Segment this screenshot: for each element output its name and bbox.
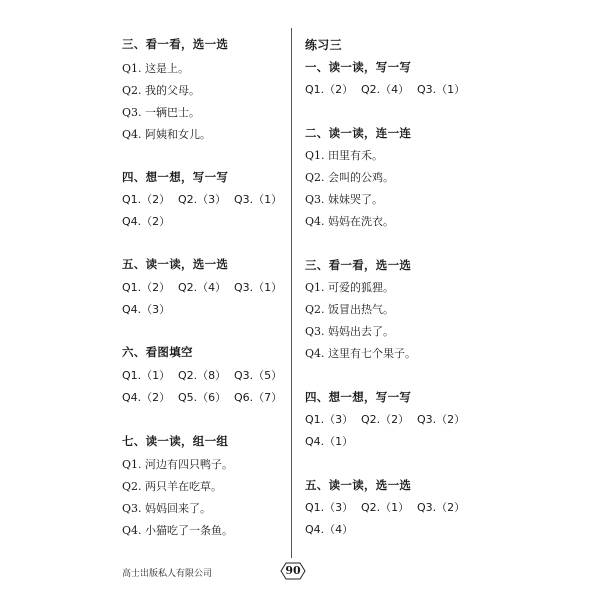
answer-cell: Q6.（7）: [234, 391, 283, 404]
answer-line: Q3. 妈妈回来了。: [122, 502, 212, 515]
answer-row: [305, 433, 353, 449]
answer-cell: Q2.（4）: [178, 281, 227, 294]
answer-line: Q3. 一辆巴士。: [122, 106, 201, 119]
answer-line: Q4. 阿姨和女儿。: [122, 128, 212, 141]
section-heading: 六、看图填空: [122, 345, 193, 359]
answer-line: Q1. 可爱的狐狸。: [305, 281, 395, 294]
section-heading: 二、读一读，连一连: [305, 126, 412, 140]
exercise-title: 练习三: [305, 38, 342, 52]
section-heading: 四、想一想，写一写: [122, 170, 229, 184]
answer-line: Q1. 这是上。: [122, 62, 190, 75]
answer-cell: Q2.（3）: [178, 193, 227, 206]
answer-cell: Q3.（1）: [234, 281, 283, 294]
answer-line: Q4. 小猫吃了一条鱼。: [122, 524, 234, 537]
answer-cell: Q4.（1）: [305, 435, 354, 448]
answer-cell: Q1.（1）: [122, 369, 171, 382]
section-heading: 七、读一读，组一组: [122, 434, 229, 448]
answer-row: [305, 81, 465, 97]
answer-line: Q3. 妹妹哭了。: [305, 193, 384, 206]
answer-row: [122, 191, 282, 207]
answer-cell: Q3.（2）: [417, 501, 466, 514]
answer-line: Q2. 两只羊在吃草。: [122, 480, 223, 493]
answer-row: [305, 411, 465, 427]
answer-cell: Q2.（2）: [361, 413, 410, 426]
answer-cell: Q2.（1）: [361, 501, 410, 514]
answer-row: [305, 499, 465, 515]
column-divider: [291, 28, 292, 558]
answer-cell: Q5.（6）: [178, 391, 227, 404]
answer-row: [122, 279, 282, 295]
answer-line: Q3. 妈妈出去了。: [305, 325, 395, 338]
answer-cell: Q1.（2）: [122, 193, 171, 206]
answer-line: Q4. 这里有七个果子。: [305, 347, 417, 360]
publisher-name: 高士出版私人有限公司: [122, 569, 213, 579]
answer-line: Q2. 饭冒出热气。: [305, 303, 395, 316]
section-heading: 五、读一读，选一选: [305, 478, 412, 492]
answer-line: Q4. 妈妈在洗衣。: [305, 215, 395, 228]
answer-cell: Q1.（3）: [305, 501, 354, 514]
page-number-badge: [280, 562, 306, 580]
section-heading: 四、想一想，写一写: [305, 390, 412, 404]
answer-row: [122, 301, 170, 317]
answer-cell: Q2.（4）: [361, 83, 410, 96]
answer-row: [122, 213, 170, 229]
section-heading: 三、看一看，选一选: [305, 258, 412, 272]
answer-line: Q2. 我的父母。: [122, 84, 201, 97]
answer-row: [122, 367, 282, 383]
answer-cell: Q2.（8）: [178, 369, 227, 382]
answer-cell: Q3.（2）: [417, 413, 466, 426]
section-heading: 五、读一读，选一选: [122, 257, 229, 271]
answer-line: Q1. 田里有禾。: [305, 149, 384, 162]
answer-cell: Q4.（2）: [122, 391, 171, 404]
answer-row: [305, 521, 353, 537]
answer-cell: Q4.（2）: [122, 215, 171, 228]
answer-cell: Q4.（3）: [122, 303, 171, 316]
section-heading: 一、读一读，写一写: [305, 60, 412, 74]
answer-cell: Q3.（5）: [234, 369, 283, 382]
page-number: 90: [285, 564, 301, 577]
answer-cell: Q1.（3）: [305, 413, 354, 426]
answer-line: Q1. 河边有四只鸭子。: [122, 458, 234, 471]
answer-cell: Q1.（2）: [305, 83, 354, 96]
answer-cell: Q3.（1）: [417, 83, 466, 96]
answer-cell: Q4.（4）: [305, 523, 354, 536]
answer-row: [122, 389, 282, 405]
answer-line: Q2. 会叫的公鸡。: [305, 171, 395, 184]
section-heading: 三、看一看，选一选: [122, 37, 229, 51]
answer-cell: Q1.（2）: [122, 281, 171, 294]
answer-cell: Q3.（1）: [234, 193, 283, 206]
